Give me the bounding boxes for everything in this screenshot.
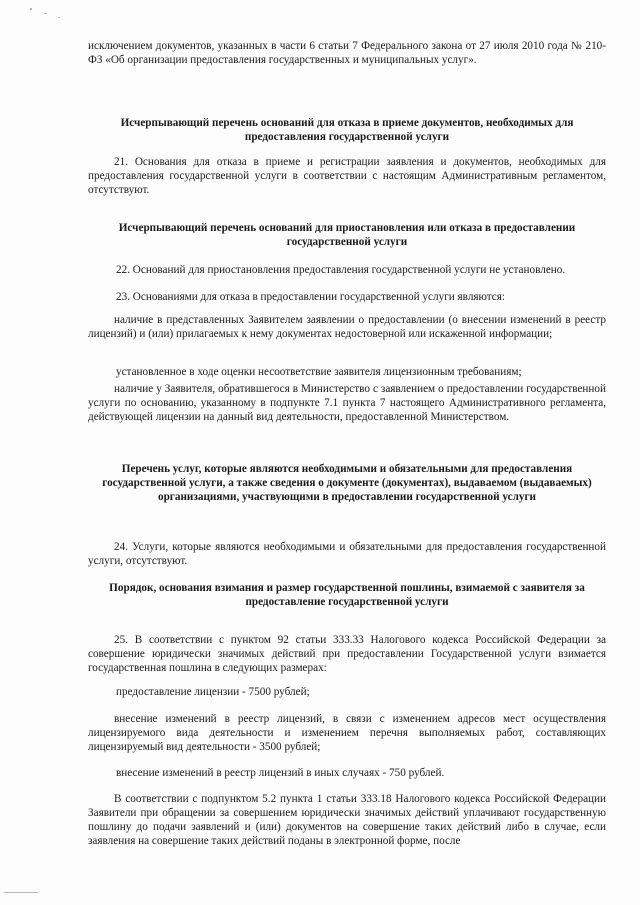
- paragraph-25: 25. В соответствии с пунктом 92 статьи 333.33 Налогового кодекса Российской Федерации за совершение юридически значимых действий при предоставлении Государственной услуги взимается государственная пошлина в следующих размерах:: [88, 634, 606, 674]
- paragraph-25-item-3: внесение изменений в реестр лицензий в иных случаях - 750 рублей.: [116, 767, 445, 779]
- scan-speck: [58, 17, 60, 18]
- paragraph-22: 22. Оснований для приостановления предоставления государственной услуги не установлено.: [116, 264, 566, 276]
- scan-edge-mark: [4, 892, 38, 893]
- heading-refusal-documents: Исчерпывающий перечень оснований для отказа в приеме документов, необходимых для предоставления государственной услуги: [120, 117, 574, 143]
- paragraph-23-item-2: установленное в ходе оценки несоответствие заявителя лицензионным требованиям;: [116, 366, 522, 378]
- paragraph-25-item-2: внесение изменений в реестр лицензий, в связи с изменением адресов мест осуществления лицензируемого вида деятельности и изменением перечня выполняемых работ, составляющих лицензируемый вид деятельности - 3500 рублей;: [88, 713, 606, 753]
- paragraph-23-item-1: наличие в представленных Заявителем заявлении о предоставлении (о внесении изменений в реестр лицензий) и (или) прилагаемых к нему документах недостоверной или искаженной информации;: [88, 314, 606, 340]
- paragraph-25-item-1: предоставление лицензии - 7500 рублей;: [116, 686, 310, 698]
- paragraph-25-fee-note: В соответствии с подпунктом 5.2 пункта 1 статьи 333.18 Налогового кодекса Российской Федерации Заявители при обращении за совершением юридически значимых действий уплачивают государственную пошлину до подачи заявлений и (или) документов на совершение таких действий либо в случае, если заявления на совершение таких действий поданы в электронной форме, после: [88, 793, 606, 847]
- paragraph-intro: исключением документов, указанных в части 6 статьи 7 Федерального закона от 27 июля 2010 года № 210-ФЗ «Об организации предоставления государственных и муниципальных услуг».: [88, 40, 606, 66]
- paragraph-23-item-3: наличие у Заявителя, обратившегося в Министерство с заявлением о предоставлении государственной услуги по основанию, указанному в подпункте 7.1 пункта 7 настоящего Административного регламента, действующей лицензии на данный вид деятельности, предоставленной Министерством.: [88, 383, 606, 423]
- heading-required-services: Перечень услуг, которые являются необходимыми и обязательными для предоставления государственной услуги, а также сведения о документе (документах), выдаваемом (выдаваемых) организациями, участвующими в предоставлении государственной услуги: [102, 463, 592, 503]
- paragraph-23: 23. Основаниями для отказа в предоставлении государственной услуги являются:: [116, 291, 505, 303]
- paragraph-21: 21. Основания для отказа в приеме и регистрации заявления и документов, необходимых для предоставления государственной услуги в соответствии с настоящим Административным регламентом, отсутствуют.: [88, 156, 606, 196]
- scan-speck: [44, 13, 47, 14]
- paragraph-24: 24. Услуги, которые являются необходимыми и обязательными для предоставления государственной услуги, отсутствуют.: [88, 541, 606, 567]
- scan-speck: [30, 8, 32, 10]
- heading-suspension-refusal: Исчерпывающий перечень оснований для приостановления или отказа в предоставлении государственной услуги: [118, 222, 576, 248]
- heading-state-fee: Порядок, основания взимания и размер государственной пошлины, взимаемой с заявителя за предоставление государственной услуги: [109, 582, 585, 608]
